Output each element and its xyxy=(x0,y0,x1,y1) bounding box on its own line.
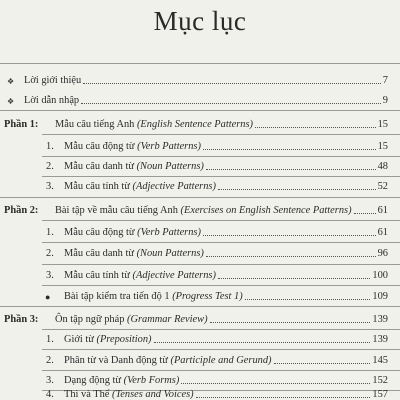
dot-leader xyxy=(218,278,370,279)
diamond-bullet-icon: ❖ xyxy=(7,77,15,86)
diamond-bullet-icon: ❖ xyxy=(7,97,15,106)
item-text-en: (Participle and Gerund) xyxy=(170,355,272,366)
item-text-en: (Preposition) xyxy=(96,334,152,345)
entry-page: 100 xyxy=(372,270,388,281)
toc-item[interactable] xyxy=(0,329,400,345)
item-text-en: (Progress Test 1) xyxy=(172,291,243,302)
part-label: Phần 3: xyxy=(4,314,39,325)
divider xyxy=(0,306,400,307)
item-text-en: (Noun Patterns) xyxy=(136,161,204,172)
entry-page: 52 xyxy=(377,181,388,192)
dot-leader xyxy=(83,83,381,84)
toc-item[interactable] xyxy=(0,156,400,172)
divider xyxy=(42,220,400,221)
dot-leader xyxy=(245,299,371,300)
entry-page: 157 xyxy=(372,389,388,400)
dot-leader xyxy=(81,103,381,104)
toc-item[interactable] xyxy=(0,384,400,400)
item-text: Phân từ và Danh động từ xyxy=(64,355,171,366)
dot-leader xyxy=(210,322,371,323)
entry-page: 109 xyxy=(372,291,388,302)
item-text: Mẫu câu danh từ xyxy=(64,161,137,172)
item-text-en: (Verb Forms) xyxy=(123,375,180,386)
toc-entry-intro[interactable] xyxy=(0,70,400,86)
toc-item[interactable] xyxy=(0,350,400,366)
part-title: Bài tập về mẫu câu tiếng Anh xyxy=(55,205,181,216)
item-number: 3. xyxy=(46,270,54,281)
entry-page: 152 xyxy=(372,375,388,386)
item-number: 2. xyxy=(46,355,54,366)
item-number: 1. xyxy=(46,227,54,238)
toc-entry-preface[interactable] xyxy=(0,90,400,106)
divider xyxy=(0,63,400,64)
entry-page: 15 xyxy=(377,119,388,130)
part-title: Ôn tập ngữ pháp xyxy=(55,314,128,325)
dot-leader xyxy=(274,363,371,364)
toc-item[interactable] xyxy=(0,176,400,192)
item-text: Giới từ xyxy=(64,334,97,345)
item-number: 2. xyxy=(46,248,54,259)
toc-part-3[interactable] xyxy=(0,309,400,325)
toc-item[interactable] xyxy=(0,222,400,238)
entry-page: 15 xyxy=(377,141,388,152)
item-text-en: (Adjective Patterns) xyxy=(132,181,216,192)
item-text-en: (Verb Patterns) xyxy=(137,227,201,238)
item-text: Mẫu câu danh từ xyxy=(64,248,137,259)
dot-leader xyxy=(206,256,376,257)
part-title-en: (Exercises on English Sentence Patterns) xyxy=(180,205,352,216)
toc-part-2[interactable] xyxy=(0,200,400,216)
item-text: Mẫu câu tính từ xyxy=(64,181,133,192)
page-title: Mục lục xyxy=(153,6,247,36)
item-text-en: (Noun Patterns) xyxy=(136,248,204,259)
item-text-en: (Tenses and Voices) xyxy=(112,389,194,400)
item-number: 3. xyxy=(46,375,54,386)
entry-page: 139 xyxy=(372,314,388,325)
item-number: 3. xyxy=(46,181,54,192)
divider xyxy=(0,197,400,198)
toc-part-1[interactable] xyxy=(0,114,400,130)
part-title-en: (English Sentence Patterns) xyxy=(136,119,253,130)
toc-item[interactable] xyxy=(0,136,400,152)
item-text: Mẫu câu động từ xyxy=(64,141,138,152)
entry-page: 96 xyxy=(377,248,388,259)
toc-item[interactable] xyxy=(0,265,400,281)
item-number: 2. xyxy=(46,161,54,172)
entry-label: Lời dẫn nhập xyxy=(24,95,80,106)
toc-item[interactable] xyxy=(0,243,400,259)
entry-page: 9 xyxy=(382,95,388,106)
dot-leader xyxy=(154,342,371,343)
entry-page: 139 xyxy=(372,334,388,345)
item-text: Mẫu câu động từ xyxy=(64,227,138,238)
dot-leader xyxy=(206,169,376,170)
toc-item-progress-test[interactable] xyxy=(0,286,400,302)
item-text-en: (Verb Patterns) xyxy=(137,141,201,152)
entry-page: 7 xyxy=(382,75,388,86)
item-number: 1. xyxy=(46,141,54,152)
entry-page: 61 xyxy=(377,205,388,216)
dot-leader xyxy=(196,397,371,398)
bullet-icon: ● xyxy=(45,292,51,302)
dot-leader xyxy=(203,235,376,236)
dot-leader xyxy=(218,189,376,190)
item-number: 4. xyxy=(46,389,54,400)
item-text: Dạng động từ xyxy=(64,375,124,386)
part-label: Phần 1: xyxy=(4,119,39,130)
entry-page: 48 xyxy=(377,161,388,172)
entry-label: Lời giới thiệu xyxy=(24,75,82,86)
item-text-en: (Adjective Patterns) xyxy=(132,270,216,281)
item-number: 1. xyxy=(46,334,54,345)
part-label: Phần 2: xyxy=(4,205,39,216)
item-text: Mẫu câu tính từ xyxy=(64,270,133,281)
entry-page: 61 xyxy=(377,227,388,238)
entry-page: 145 xyxy=(372,355,388,366)
dot-leader xyxy=(354,213,376,214)
dot-leader xyxy=(203,149,376,150)
part-title: Mẫu câu tiếng Anh xyxy=(55,119,137,130)
divider xyxy=(42,134,400,135)
item-text: Thì và Thể xyxy=(64,389,112,400)
divider xyxy=(0,110,400,111)
part-title-en: (Grammar Review) xyxy=(127,314,208,325)
dot-leader xyxy=(255,127,376,128)
item-text: Bài tập kiểm tra tiến độ 1 xyxy=(64,291,173,302)
